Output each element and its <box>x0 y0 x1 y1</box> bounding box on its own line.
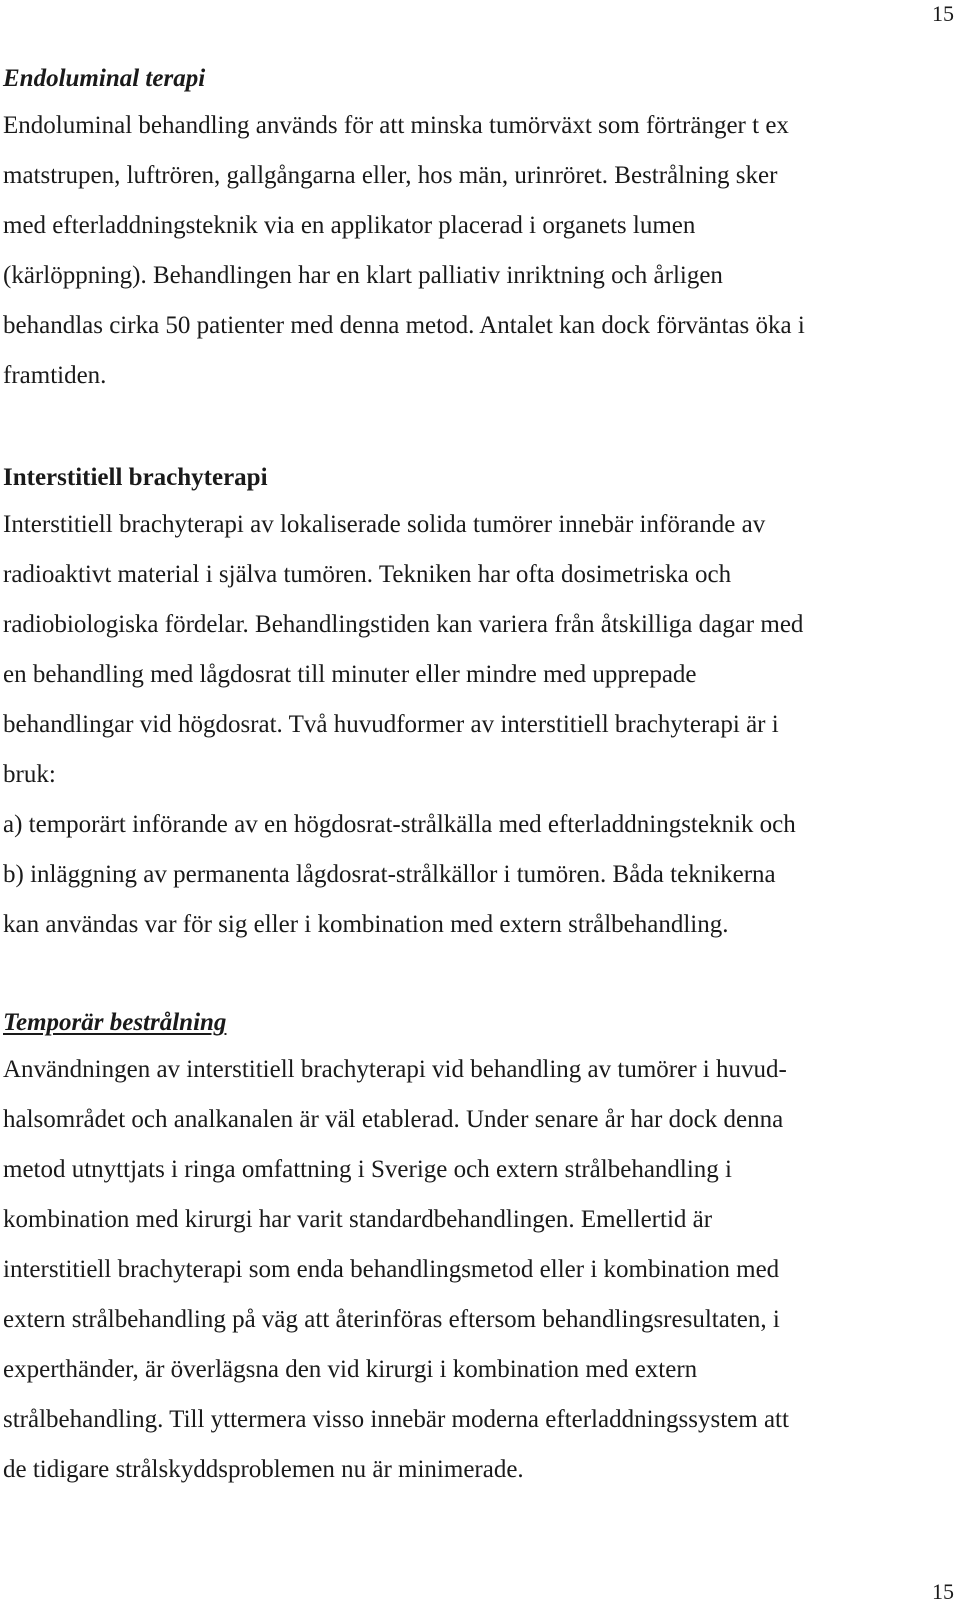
text-line: Interstitiell brachyterapi av lokaliserade solida tumörer innebär införande av <box>3 511 766 538</box>
text-line: med efterladdningsteknik via en applikator placerad i organets lumen <box>3 212 696 239</box>
text-line: radiobiologiska fördelar. Behandlingstiden kan variera från åtskilliga dagar med <box>3 611 804 638</box>
text-line: experthänder, är överlägsna den vid kirurgi i kombination med extern <box>3 1356 698 1383</box>
text-line: kombination med kirurgi har varit standardbehandlingen. Emellertid är <box>3 1206 713 1233</box>
text-line: b) inläggning av permanenta lågdosrat-strålkällor i tumören. Båda teknikerna <box>3 861 776 888</box>
section-heading: Interstitiell brachyterapi <box>3 464 268 491</box>
page-number-top: 15 <box>932 1 954 26</box>
page-number-bottom: 15 <box>932 1579 954 1604</box>
text-line: Endoluminal behandling används för att minska tumörväxt som förtränger t ex <box>3 112 789 139</box>
text-line: kan användas var för sig eller i kombination med extern strålbehandling. <box>3 911 729 938</box>
text-line: framtiden. <box>3 362 107 389</box>
section-paragraph <box>3 1045 943 1495</box>
text-line: matstrupen, luftrören, gallgångarna eller, hos män, urinröret. Bestrålning sker <box>3 162 778 189</box>
text-line: extern strålbehandling på väg att återinföras eftersom behandlingsresultaten, i <box>3 1306 780 1333</box>
text-line: metod utnyttjats i ringa omfattning i Sverige och extern strålbehandling i <box>3 1156 733 1183</box>
text-line: interstitiell brachyterapi som enda behandlingsmetod eller i kombination med <box>3 1256 780 1283</box>
text-line: behandlas cirka 50 patienter med denna metod. Antalet kan dock förväntas öka i <box>3 312 805 339</box>
text-line: en behandling med lågdosrat till minuter eller mindre med upprepade <box>3 661 697 688</box>
section-paragraph <box>3 500 943 950</box>
text-line: (kärlöppning). Behandlingen har en klart palliativ inriktning och årligen <box>3 262 723 289</box>
section-heading: Endoluminal terapi <box>3 65 206 92</box>
section-paragraph <box>3 101 943 401</box>
text-line: Användningen av interstitiell brachyterapi vid behandling av tumörer i huvud- <box>3 1056 787 1083</box>
text-line: a) temporärt införande av en högdosrat-strålkälla med efterladdningsteknik och <box>3 811 796 838</box>
section-heading: Temporär bestrålning <box>3 1009 227 1036</box>
section-temporar-bestralning <box>3 1008 943 1495</box>
text-line: de tidigare strålskyddsproblemen nu är minimerade. <box>3 1456 524 1483</box>
text-line: behandlingar vid högdosrat. Två huvudformer av interstitiell brachyterapi är i <box>3 711 779 738</box>
text-line: strålbehandling. Till yttermera visso innebär moderna efterladdningssystem att <box>3 1406 789 1433</box>
text-line: halsområdet och analkanalen är väl etablerad. Under senare år har dock denna <box>3 1106 784 1133</box>
section-interstitiell-brachyterapi <box>3 463 943 950</box>
section-endoluminal-terapi <box>3 64 943 401</box>
text-line: bruk: <box>3 761 56 788</box>
text-line: radioaktivt material i själva tumören. Tekniken har ofta dosimetriska och <box>3 561 732 588</box>
